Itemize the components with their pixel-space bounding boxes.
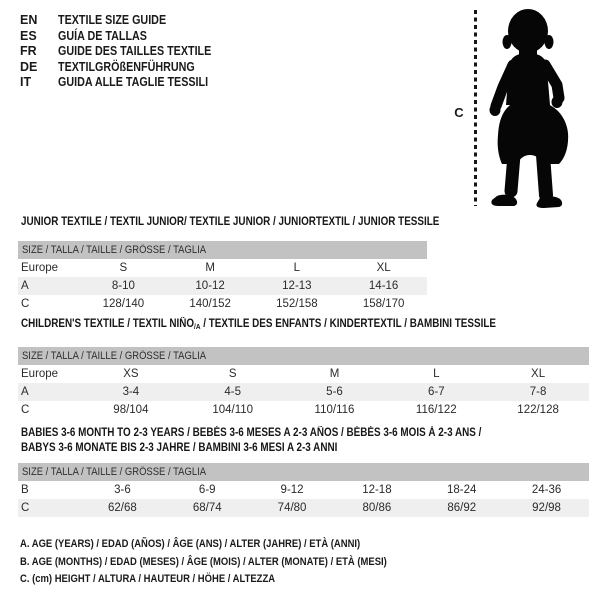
lang-code: FR: [20, 44, 37, 58]
size-cell: 140/152: [189, 298, 231, 310]
row-label: A: [21, 386, 29, 398]
size-cell: 10-12: [195, 280, 225, 292]
section-heading-line2: BABYS 3-6 MONATE BIS 2-3 JAHRE / BAMBINI 3-6 MESI A 2-3 ANNI: [21, 442, 338, 454]
size-cell: L: [433, 368, 440, 380]
lang-row-de: [20, 60, 236, 76]
row-label: C: [21, 502, 30, 514]
section-junior-textile: [18, 216, 440, 313]
size-cell: 12-18: [362, 484, 392, 496]
lang-code: EN: [20, 13, 38, 27]
babies-size-table: [18, 463, 589, 517]
size-cell: 4-5: [224, 386, 241, 398]
size-cell: 18-24: [447, 484, 477, 496]
size-cell: 68/74: [192, 502, 222, 514]
lang-title: GUIDE DES TAILLES TEXTILE: [58, 44, 212, 58]
size-cell: L: [293, 262, 301, 274]
size-cell: 14-16: [368, 280, 399, 292]
table-row: [18, 481, 589, 499]
size-cell: S: [119, 262, 128, 274]
section-heading-text: / TEXTILE DES ENFANTS / KINDERTEXTIL / BAMBINI TESSILE: [200, 318, 496, 330]
size-cell: 6-9: [198, 484, 216, 496]
size-cell: 86/92: [447, 502, 477, 514]
section-children-textile: [18, 318, 589, 419]
size-cell: 5-6: [326, 386, 343, 398]
size-cell: XS: [123, 368, 139, 380]
height-measure-dashed-line: [474, 10, 477, 206]
footnote-text: C. (cm) HEIGHT / ALTURA / HAUTEUR / HÖHE / ALTEZZA: [20, 573, 276, 585]
size-cell: 122/128: [517, 404, 559, 416]
lang-code: DE: [20, 59, 38, 74]
children-size-table: [18, 347, 589, 419]
footnote-text: B. AGE (MONTHS) / EDAD (MESES) / ÂGE (MOIS) / ALTER (MONATE) / ETÀ (MESI): [20, 555, 387, 568]
lang-row-es: [20, 29, 236, 45]
heading-subscript: /A: [194, 322, 201, 331]
size-cell: 152/158: [276, 298, 318, 310]
table-row: [18, 401, 589, 419]
lang-title: TEXTILE SIZE GUIDE: [58, 13, 167, 27]
section-heading-text: JUNIOR TEXTILE / TEXTIL JUNIOR/ TEXTILE JUNIOR / JUNIORTEXTIL / JUNIOR TESSILE: [21, 216, 440, 228]
row-label: A: [21, 280, 29, 292]
size-header-text: SIZE / TALLA / TAILLE / GRÖSSE / TAGLIA: [22, 466, 207, 478]
section-heading-text: CHILDREN'S TEXTILE / TEXTIL NIÑO: [21, 318, 195, 330]
size-cell: 98/104: [113, 404, 149, 416]
size-header-text: SIZE / TALLA / TAILLE / GRÖSSE / TAGLIA: [22, 244, 207, 256]
size-cell: 12-13: [282, 280, 312, 292]
row-label: C: [21, 298, 30, 310]
table-row: [18, 277, 427, 295]
row-label: Europe: [21, 368, 59, 380]
size-cell: 158/170: [362, 298, 405, 310]
junior-size-table: [18, 241, 427, 313]
footnote-a: [20, 536, 447, 554]
lang-code: ES: [20, 28, 37, 43]
size-cell: 104/110: [212, 404, 254, 416]
baby-silhouette-icon: [488, 5, 592, 209]
size-header-bar: [18, 463, 589, 481]
size-cell: XL: [531, 368, 546, 380]
size-cell: M: [205, 262, 215, 274]
row-label: Europe: [21, 262, 59, 274]
table-row: [18, 365, 589, 383]
size-cell: 116/122: [415, 404, 457, 416]
row-label: B: [21, 484, 29, 496]
lang-title: TEXTILGRÖßENFÜHRUNG: [58, 59, 195, 74]
size-cell: S: [228, 368, 237, 380]
footnote-c: [20, 571, 447, 589]
table-row: [18, 383, 589, 401]
row-label: C: [21, 404, 30, 416]
section-heading: [18, 426, 589, 456]
language-title-list: [20, 13, 236, 91]
size-cell: 3-6: [114, 484, 131, 496]
footnote-text: A. AGE (YEARS) / EDAD (AÑOS) / ÂGE (ANS) / ALTER (JAHRE) / ETÀ (ANNI): [20, 538, 361, 550]
size-header-text: SIZE / TALLA / TAILLE / GRÖSSE / TAGLIA: [22, 350, 207, 362]
size-header-bar: [18, 347, 589, 365]
size-cell: 7-8: [529, 386, 547, 398]
size-cell: XL: [376, 262, 391, 274]
size-cell: 24-36: [531, 484, 562, 496]
section-heading-line1: BABIES 3-6 MONTH TO 2-3 YEARS / BEBÉS 3-6 MESES A 2-3 AÑOS / BÉBÉS 3-6 MOIS À 2-3 ANS /: [21, 427, 482, 439]
lang-row-fr: [20, 44, 236, 60]
size-header-bar: [18, 241, 427, 259]
size-cell: 8-10: [111, 280, 135, 292]
section-heading: [18, 216, 440, 229]
height-measure-label: C: [454, 105, 464, 120]
size-cell: 128/140: [102, 298, 145, 310]
size-cell: 6-7: [427, 386, 445, 398]
lang-row-it: [20, 75, 236, 91]
section-babies-textile: [18, 426, 589, 517]
size-cell: 80/86: [362, 502, 392, 514]
size-cell: 62/68: [108, 502, 137, 514]
lang-title: GUIDA ALLE TAGLIE TESSILI: [58, 75, 209, 89]
table-row: [18, 295, 427, 313]
size-cell: M: [329, 368, 340, 380]
table-row: [18, 499, 589, 517]
footnote-b: [20, 554, 447, 572]
size-cell: 9-12: [280, 484, 304, 496]
footnotes: [20, 536, 447, 589]
lang-title: GUÍA DE TALLAS: [58, 28, 147, 43]
lang-row-en: [20, 13, 236, 29]
size-cell: 110/116: [314, 404, 355, 416]
size-cell: 3-4: [122, 386, 140, 398]
table-row: [18, 259, 427, 277]
size-cell: 74/80: [277, 502, 307, 514]
size-cell: 92/98: [532, 502, 561, 514]
section-heading: [18, 318, 589, 333]
lang-code: IT: [20, 75, 32, 89]
